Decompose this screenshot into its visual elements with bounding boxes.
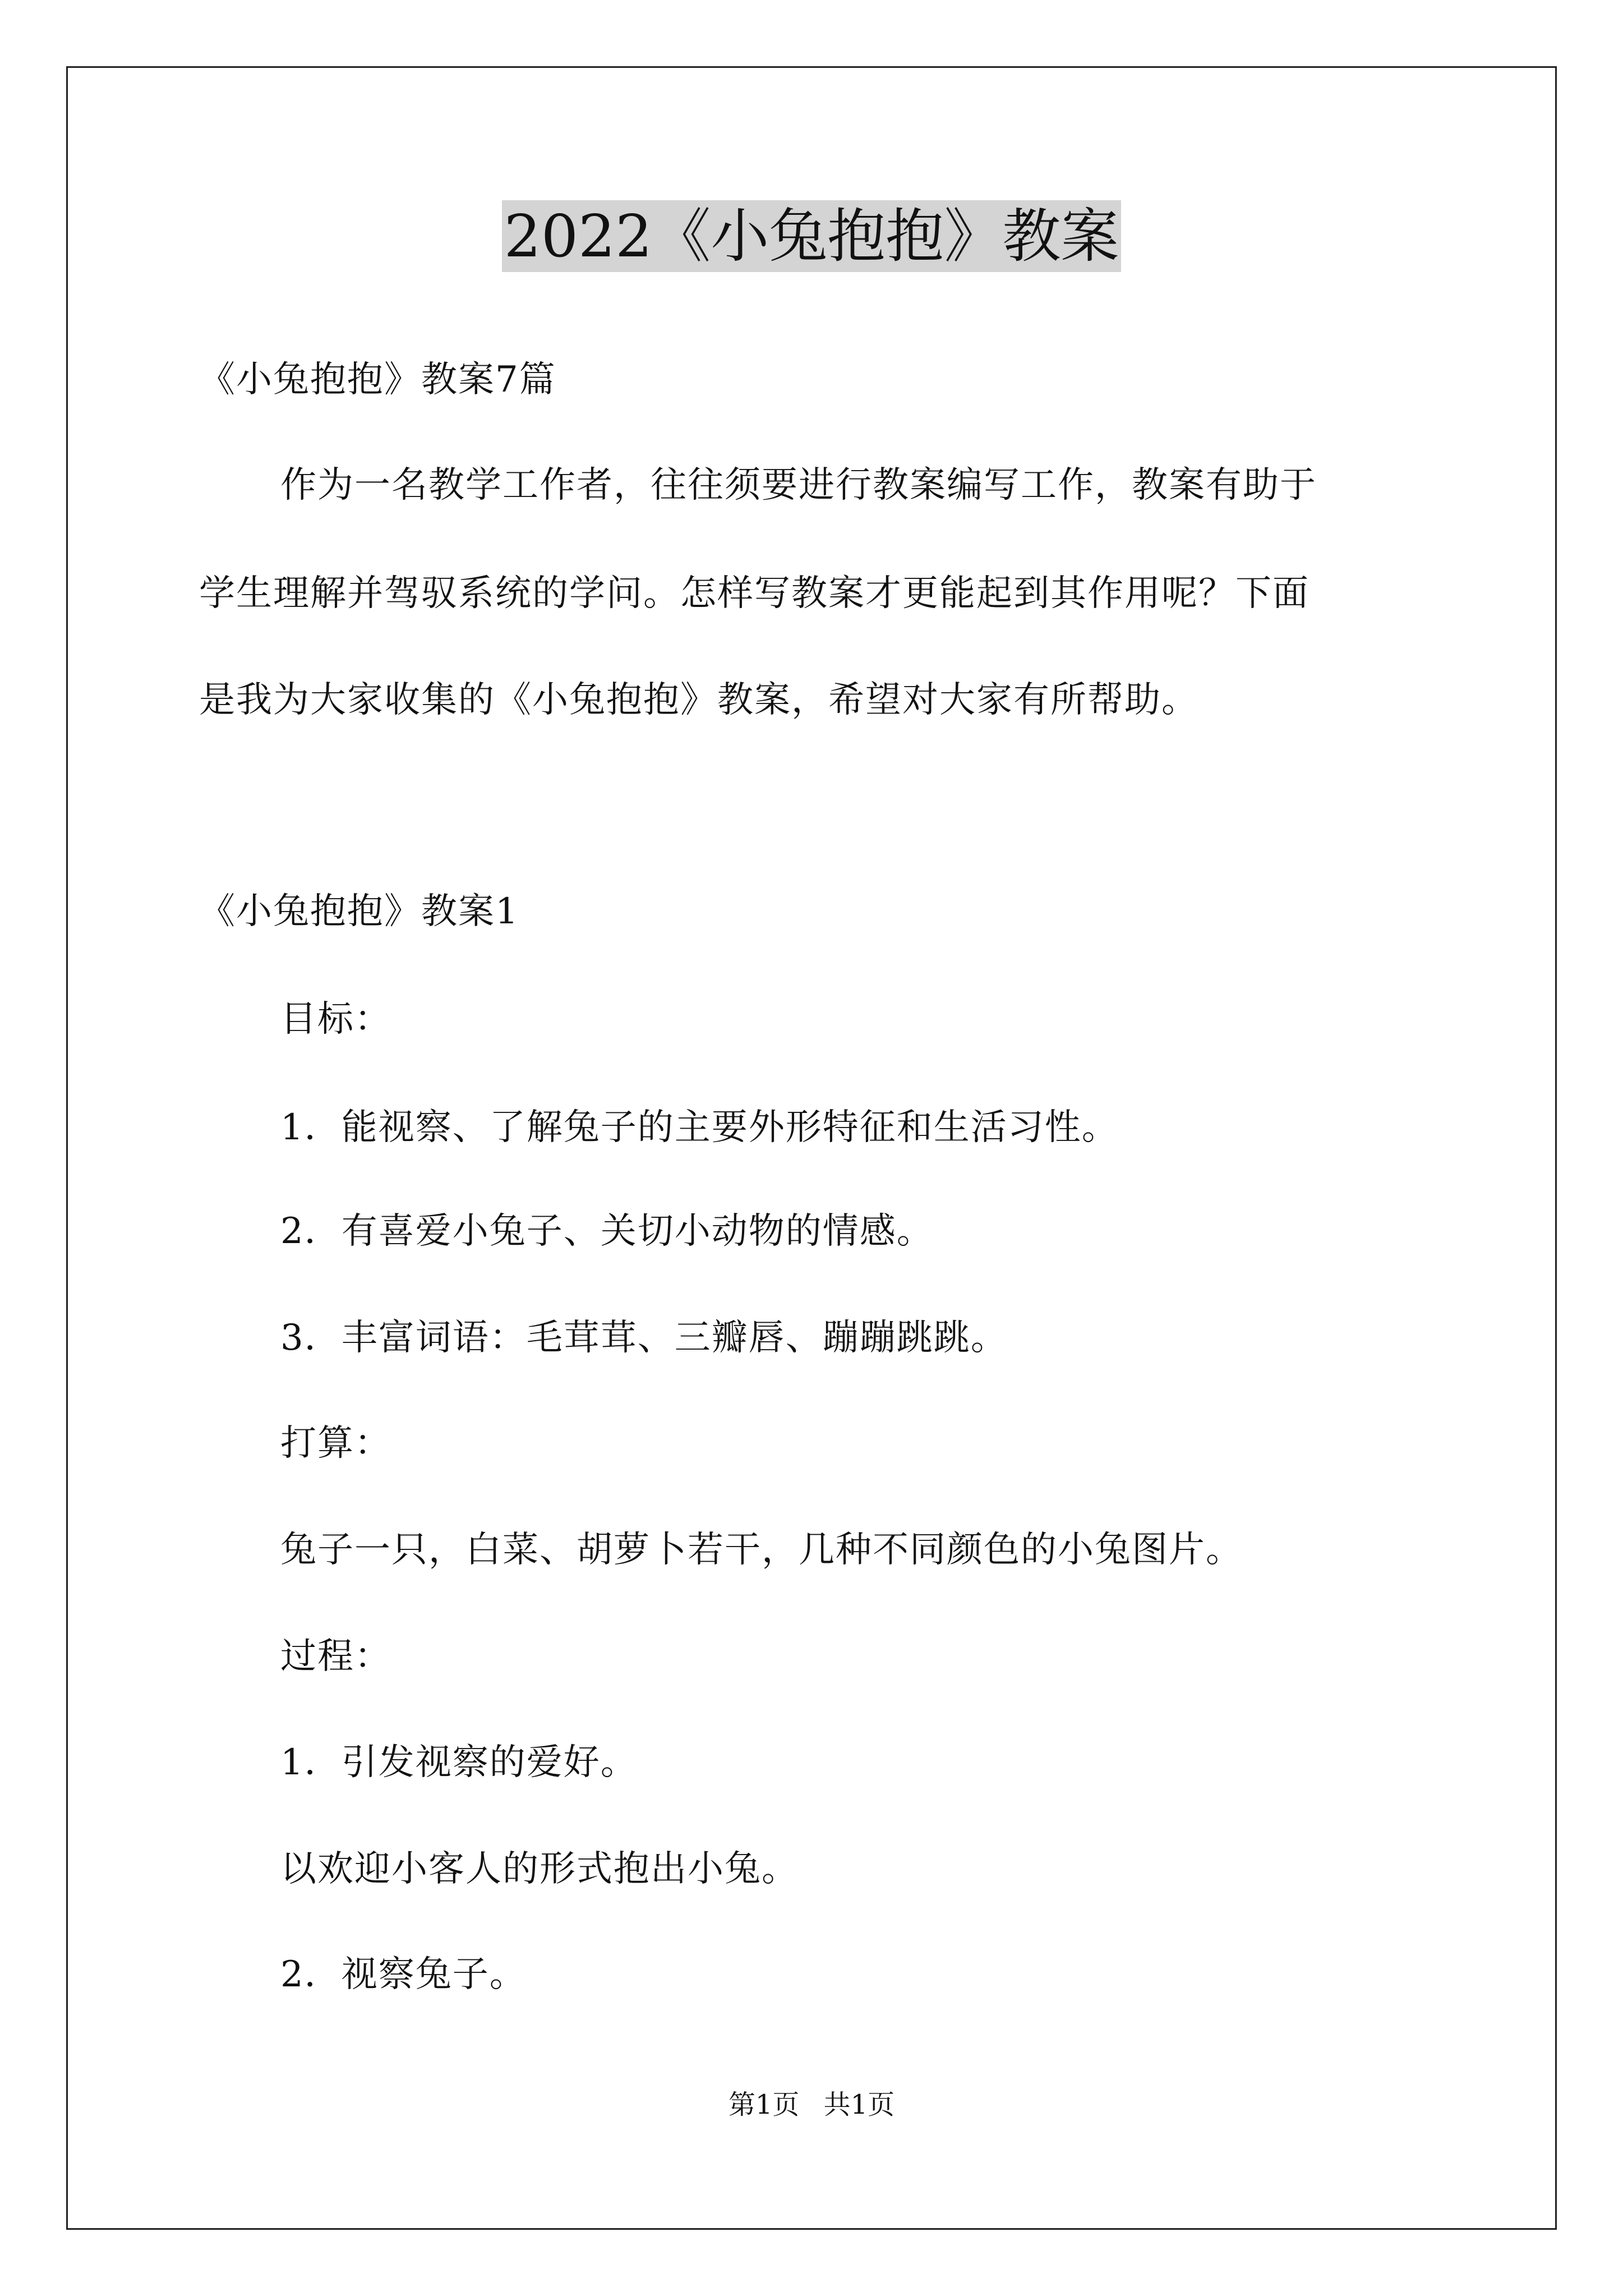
section-heading: 《小兔抱抱》教案1 — [199, 891, 519, 932]
body-line: 3．丰富词语：毛茸茸、三瓣唇、蹦蹦跳跳。 — [280, 1317, 1008, 1359]
page-total: 共1页 — [823, 2089, 895, 2120]
title-container — [0, 200, 1623, 272]
intro-line-3: 是我为大家收集的《小兔抱抱》教案，希望对大家有所帮助。 — [199, 679, 1198, 721]
body-line: 过程： — [280, 1636, 391, 1677]
body-line: 1．引发视察的爱好。 — [280, 1742, 638, 1783]
document-title: 2022《小兔抱抱》教案 — [502, 200, 1122, 272]
intro-line-2: 学生理解并驾驭系统的学问。怎样写教案才更能起到其作用呢？下面 — [199, 573, 1310, 614]
body-line: 打算： — [280, 1423, 391, 1464]
page-number: 第1页 — [728, 2089, 800, 2120]
body-line: 兔子一只，白菜、胡萝卜若干，几种不同颜色的小兔图片。 — [280, 1529, 1243, 1571]
body-line: 2．有喜爱小兔子、关切小动物的情感。 — [280, 1211, 934, 1252]
body-line: 以欢迎小客人的形式抱出小兔。 — [280, 1848, 799, 1890]
page-footer — [0, 2088, 1623, 2122]
body-line: 2．视察兔子。 — [280, 1954, 527, 1995]
body-line: 目标： — [280, 999, 391, 1040]
body-line: 1．能视察、了解兔子的主要外形特征和生活习性。 — [280, 1107, 1119, 1148]
subtitle: 《小兔抱抱》教案7篇 — [199, 359, 556, 401]
intro-line-1: 作为一名教学工作者，往往须要进行教案编写工作，教案有助于 — [280, 464, 1317, 506]
